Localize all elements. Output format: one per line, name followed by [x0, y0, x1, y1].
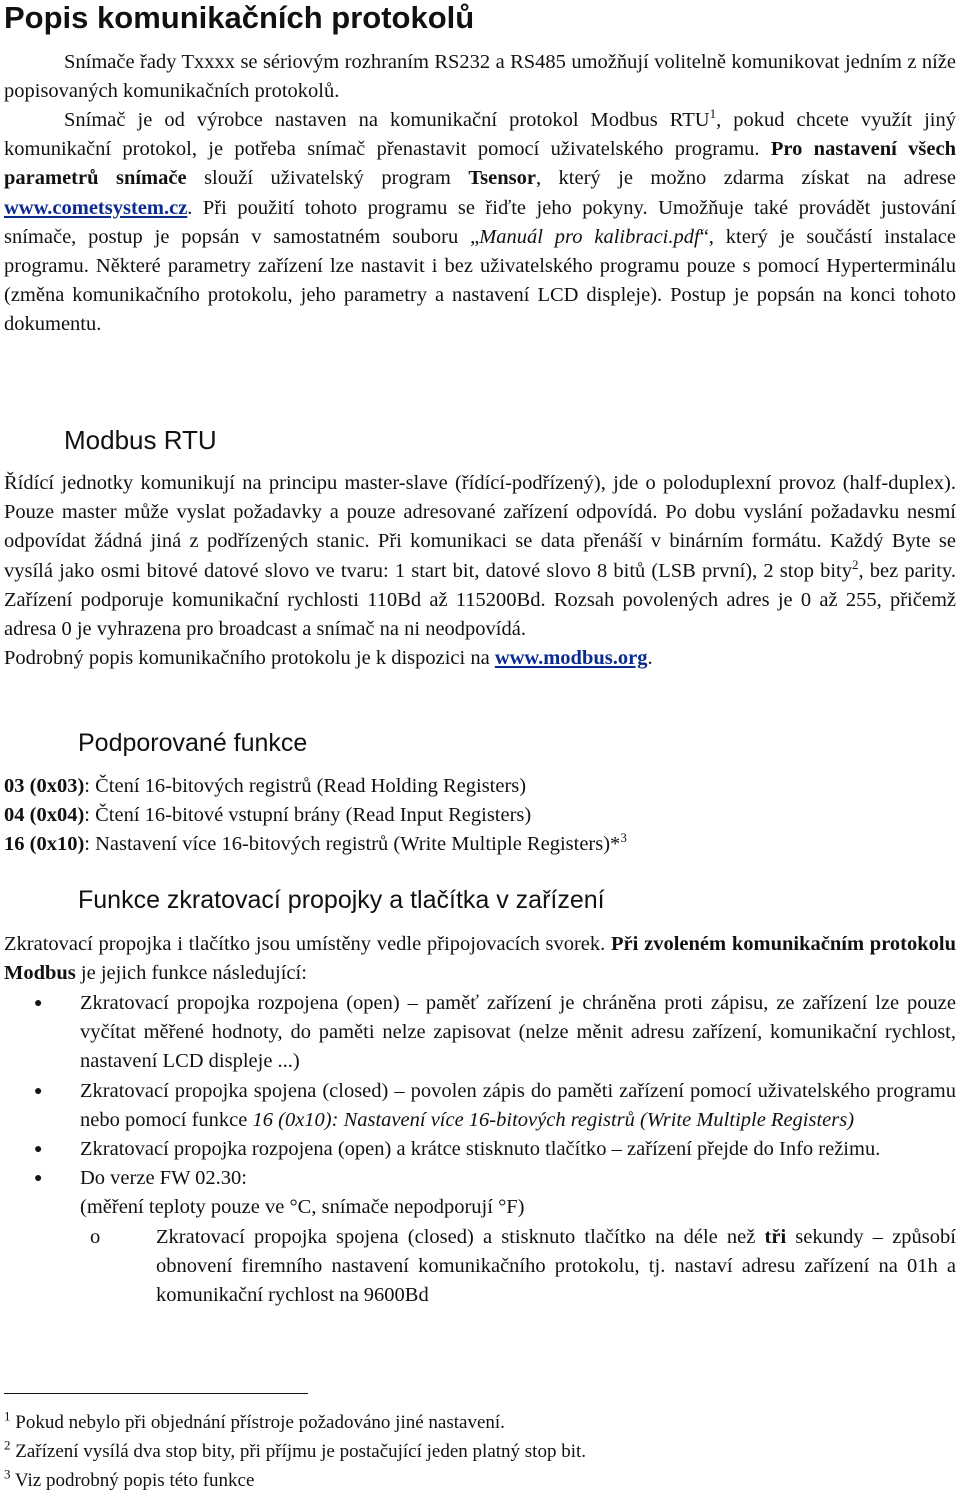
jumper-intro-a: Zkratovací propojka i tlačítko jsou umístěny vedle připojovacích svorek. [4, 933, 612, 955]
modbus-paragraph [4, 469, 956, 673]
modbus-heading: Modbus RTU [64, 425, 217, 455]
footnote-separator [4, 1393, 308, 1394]
cometsystem-link[interactable]: www.cometsystem.cz [4, 196, 188, 219]
modbus-text-a: Řídící jednotky komunikují na principu master-slave (řídící-podřízený), jde o poloduplexní provoz (half-duplex). Pouze master může vyslat požadavky a pouze adresované zařízení odpovídá. Po dobu vyslání požadavku nesmí odpovídat žádná jiná z podřízených stanic. Při komunikaci se data přenáší v binárním formátu. Každý Byte se vysílá jako osmi bitové datové slovo ve tvaru: 1 start bit, datové slovo 8 bitů (LSB první), 2 stop bity [4, 472, 956, 582]
footnote-ref-2[interactable]: 2 [852, 556, 859, 572]
intro-text-a: Snímač je od výrobce nastaven na komunikační protokol Modbus RTU [64, 109, 710, 131]
footnote-ref-3[interactable]: 3 [620, 830, 627, 846]
modbus-org-link[interactable]: www.modbus.org [494, 647, 648, 670]
bullet-item-closed [4, 1077, 956, 1135]
sub-bullet-bold: tři [764, 1225, 787, 1248]
jumper-intro-b: je jejich funkce následující: [75, 962, 307, 985]
intro-text-e: . Při použití tohoto programu se řiďte jeho pokyny. Umožňuje také provádět justování snímače, postup je popsán v samostatném souboru „ [4, 196, 956, 248]
sub-bullet-item [80, 1223, 956, 1311]
footnote [4, 1437, 586, 1466]
jumper-intro-bold: Při zvoleném komunikačním protokolu Modbus [4, 933, 956, 985]
jumper-heading: Funkce zkratovací propojky a tlačítka v zařízení [78, 886, 605, 914]
function-desc: : Čtení 16-bitových registrů (Read Holding Registers) [84, 775, 527, 797]
intro-paragraph-1 [4, 48, 956, 106]
bullet-subtext: (měření teploty pouze ve °C, snímače nepodporují °F) [80, 1196, 525, 1219]
modbus-text-d: . [647, 647, 653, 670]
page-title: Popis komunikačních protokolů [4, 0, 475, 35]
footnote-number: 3 [4, 1466, 11, 1482]
sub-bullet-text-a: Zkratovací propojka spojena (closed) a stisknuto tlačítko na déle než [156, 1225, 765, 1248]
intro-text-c: slouží uživatelský program [186, 167, 469, 190]
intro-text-b: , pokud chcete využít jiný komunikační protokol, je potřeba snímač přenastavit pomocí uživatelského programu. [4, 109, 956, 161]
manual-filename: Manuál pro kalibraci.pdf [479, 225, 700, 248]
intro-p1-text: Snímače řady Txxxx se sériovým rozhraním RS232 a RS485 umožňují volitelně komunikovat jedním z níže popisovaných komunikačních protokolů. [4, 51, 956, 103]
footnote-text: Zařízení vysílá dva stop bity, při příjmu je postačující jeden platný stop bit. [10, 1441, 587, 1462]
function-desc: : Čtení 16-bitové vstupní brány (Read Input Registers) [84, 804, 532, 826]
jumper-bullet-list [4, 989, 956, 1310]
footnote-number: 2 [4, 1437, 11, 1453]
sub-bullet-list [80, 1223, 956, 1311]
bullet-item-fw-version [4, 1164, 956, 1310]
modbus-text-c: Podrobný popis komunikačního protokolu je k dispozici na [4, 647, 495, 670]
function-item [4, 830, 627, 859]
bullet-text: Do verze FW 02.30: [80, 1167, 248, 1190]
intro-text-d: , který je možno zdarma získat na adrese [535, 167, 957, 190]
bullet-text: Zkratovací propojka rozpojena (open) – paměť zařízení je chráněna proti zápisu, ze zařízení lze pouze vyčítat měřené hodnoty, do paměti nelze zapisovat (nelze měnit adresu zařízení, komunikační rychlost, nastavení LCD displeje ...) [80, 992, 956, 1073]
function-code: 03 (0x03) [4, 775, 85, 797]
bullet-item-open [4, 989, 956, 1077]
intro-text-f: “, který je součástí instalace programu. Některé parametry zařízení lze nastavit i bez uživatelského programu pouze s pomocí Hyperterminálu (změna komunikačního protokolu, jeho parametry a nastavení LCD displeje). Postup je popsán na konci tohoto dokumentu. [4, 225, 956, 336]
function-item [4, 772, 526, 801]
intro-paragraph-2 [4, 106, 956, 340]
function-item [4, 801, 531, 830]
function-code: 04 (0x04) [4, 804, 85, 826]
footnote [4, 1466, 254, 1495]
bullet-item-info-mode [4, 1135, 956, 1164]
footnote-ref-1[interactable]: 1 [709, 106, 717, 122]
footnote [4, 1408, 505, 1437]
bullet-text: Zkratovací propojka rozpojena (open) a krátce stisknuto tlačítko – zařízení přejde do Info režimu. [80, 1138, 881, 1161]
footnote-number: 1 [4, 1408, 11, 1424]
function-16-reference: 16 (0x10): Nastavení více 16-bitových registrů (Write Multiple Registers) [252, 1108, 855, 1131]
bullet-text: Zkratovací propojka spojena (closed) – povolen zápis do paměti zařízení pomocí uživatelského programu nebo pomocí funkce [80, 1079, 956, 1131]
functions-heading: Podporované funkce [78, 729, 308, 757]
jumper-intro [4, 930, 956, 988]
intro-bold-tsensor: Tsensor [468, 167, 536, 190]
intro-bold-settings: Pro nastavení všech parametrů snímače [4, 138, 956, 190]
sub-bullet-text-b: sekundy – způsobí obnovení firemního nastavení komunikačního protokolu, tj. nastaví adresu zařízení na 01h a komunikační rychlost na 9600Bd [156, 1225, 956, 1307]
function-code: 16 (0x10) [4, 833, 85, 855]
footnote-text: Viz podrobný popis této funkce [10, 1470, 255, 1491]
modbus-text-b: , bez parity. Zařízení podporuje komunikační rychlosti 110Bd až 115200Bd. Rozsah povolených adres je 0 až 255, přičemž adresa 0 je vyhrazena pro broadcast a snímač na ni neodpovídá. [4, 559, 956, 641]
footnote-text: Pokud nebylo při objednání přístroje požadováno jiné nastavení. [10, 1412, 505, 1433]
function-desc: : Nastavení více 16-bitových registrů (Write Multiple Registers)* [84, 833, 621, 855]
